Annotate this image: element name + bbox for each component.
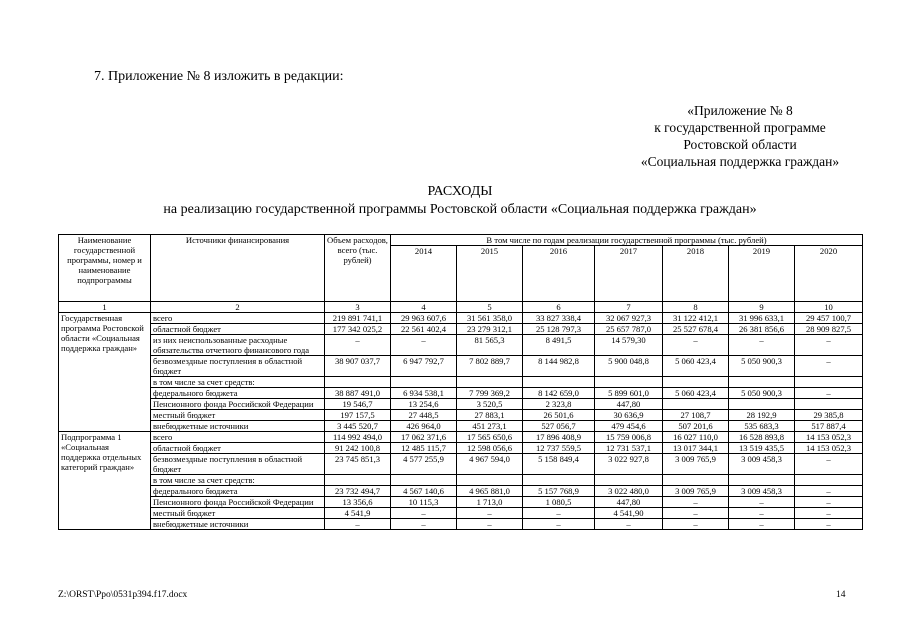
year-value (795, 377, 863, 388)
year-value (795, 399, 863, 410)
year-value: 31 122 412,1 (663, 313, 729, 324)
total-value: – (325, 335, 391, 356)
year-value: – (795, 388, 863, 399)
column-number: 10 (795, 302, 863, 313)
table-row (59, 410, 863, 421)
year-value: 31 561 358,0 (457, 313, 523, 324)
source-label: областной бюджет (151, 443, 325, 454)
appendix-heading (600, 102, 880, 170)
year-value: 4 967 594,0 (457, 454, 523, 475)
source-label: из них неиспользованные расходные обязательства отчетного финансового года (151, 335, 325, 356)
year-value: – (457, 508, 523, 519)
year-value: 2 323,8 (523, 399, 595, 410)
year-value: 1 713,0 (457, 497, 523, 508)
year-value: 16 528 893,8 (729, 432, 795, 443)
total-value: 4 541,9 (325, 508, 391, 519)
header-year: 2014 (391, 246, 457, 302)
year-value: 3 022 927,8 (595, 454, 663, 475)
year-value: 14 579,30 (595, 335, 663, 356)
table-row (59, 508, 863, 519)
year-value: 33 827 338,4 (523, 313, 595, 324)
source-label: Пенсионного фонда Российской Федерации (151, 497, 325, 508)
year-value: – (391, 335, 457, 356)
header-year: 2019 (729, 246, 795, 302)
table-row (59, 432, 863, 443)
column-number: 3 (325, 302, 391, 313)
year-value: – (523, 519, 595, 530)
table-row (59, 324, 863, 335)
year-value (729, 377, 795, 388)
year-value: 17 896 408,9 (523, 432, 595, 443)
table-row (59, 313, 863, 324)
year-value: 527 056,7 (523, 421, 595, 432)
year-value: 5 899 601,0 (595, 388, 663, 399)
year-value (729, 475, 795, 486)
table-row (59, 335, 863, 356)
total-value: 23 745 851,3 (325, 454, 391, 475)
source-label: всего (151, 432, 325, 443)
year-value: 26 501,6 (523, 410, 595, 421)
total-value: 38 887 491,0 (325, 388, 391, 399)
column-number: 4 (391, 302, 457, 313)
expenses-table (58, 234, 863, 530)
year-value: 8 144 982,8 (523, 356, 595, 377)
total-value (325, 475, 391, 486)
year-value: 8 491,5 (523, 335, 595, 356)
year-value: 25 128 797,3 (523, 324, 595, 335)
year-value (391, 475, 457, 486)
year-value: 4 577 255,9 (391, 454, 457, 475)
table-row (59, 388, 863, 399)
year-value: 12 485 115,7 (391, 443, 457, 454)
year-value: 451 273,1 (457, 421, 523, 432)
total-value: 91 242 100,8 (325, 443, 391, 454)
year-value: 13 017 344,1 (663, 443, 729, 454)
year-value: – (795, 486, 863, 497)
year-value: 479 454,6 (595, 421, 663, 432)
year-value: – (663, 508, 729, 519)
source-label: безвозмездные поступления в областной бюджет (151, 454, 325, 475)
year-value: – (795, 335, 863, 356)
column-number: 5 (457, 302, 523, 313)
table-row (59, 356, 863, 377)
source-label: местный бюджет (151, 508, 325, 519)
year-value: 4 541,90 (595, 508, 663, 519)
year-value: 3 022 480,0 (595, 486, 663, 497)
year-value: 507 201,6 (663, 421, 729, 432)
year-value: 5 158 849,4 (523, 454, 595, 475)
total-value: 197 157,5 (325, 410, 391, 421)
file-path: Z:\ORST\Ppo\0531p394.f17.docx (58, 590, 188, 600)
year-value: 30 636,9 (595, 410, 663, 421)
appendix-line: к государственной программе (654, 120, 826, 135)
year-value: – (391, 508, 457, 519)
year-value: 31 996 633,1 (729, 313, 795, 324)
total-value: 177 342 025,2 (325, 324, 391, 335)
year-value: 23 279 312,1 (457, 324, 523, 335)
year-value (457, 475, 523, 486)
year-value: 4 965 881,0 (457, 486, 523, 497)
year-value: – (795, 356, 863, 377)
year-value: – (729, 497, 795, 508)
year-value: 4 567 140,6 (391, 486, 457, 497)
year-value: – (663, 519, 729, 530)
year-value: – (729, 508, 795, 519)
table-row (59, 454, 863, 475)
document-subtitle: на реализацию государственной программы Ростовской области «Социальная поддержка граждан» (163, 202, 757, 217)
year-value: 5 060 423,4 (663, 356, 729, 377)
year-value: 3 009 765,9 (663, 486, 729, 497)
year-value: 14 153 052,3 (795, 443, 863, 454)
year-value: 7 802 889,7 (457, 356, 523, 377)
source-label: внебюджетные источники (151, 421, 325, 432)
year-value: – (795, 497, 863, 508)
year-value: 22 561 402,4 (391, 324, 457, 335)
year-value: 5 157 768,9 (523, 486, 595, 497)
year-value (457, 377, 523, 388)
table-row (59, 421, 863, 432)
source-label: всего (151, 313, 325, 324)
year-value: 29 457 100,7 (795, 313, 863, 324)
year-value: 16 027 110,0 (663, 432, 729, 443)
year-value: 535 683,3 (729, 421, 795, 432)
year-value: – (663, 497, 729, 508)
year-value: 28 192,9 (729, 410, 795, 421)
header-years-group: В том числе по годам реализации государственной программы (тыс. рублей) (391, 235, 863, 246)
year-value (595, 475, 663, 486)
year-value: 5 050 900,3 (729, 356, 795, 377)
header-year: 2018 (663, 246, 729, 302)
year-value: 25 527 678,4 (663, 324, 729, 335)
table-row (59, 377, 863, 388)
year-value: 81 565,3 (457, 335, 523, 356)
year-value: 27 448,5 (391, 410, 457, 421)
year-value (663, 377, 729, 388)
header-total: Объем расходов, всего (тыс. рублей) (325, 235, 391, 302)
year-value: 6 934 538,1 (391, 388, 457, 399)
total-value: 38 907 037,7 (325, 356, 391, 377)
total-value: 23 732 494,7 (325, 486, 391, 497)
header-year: 2015 (457, 246, 523, 302)
total-value: – (325, 519, 391, 530)
total-value: 19 546,7 (325, 399, 391, 410)
source-label: в том числе за счет средств: (151, 377, 325, 388)
year-value: 12 598 056,6 (457, 443, 523, 454)
column-number: 2 (151, 302, 325, 313)
table-row (59, 497, 863, 508)
year-value: 26 381 856,6 (729, 324, 795, 335)
header-source: Источники финансирования (151, 235, 325, 302)
source-label: в том числе за счет средств: (151, 475, 325, 486)
header-year: 2017 (595, 246, 663, 302)
year-value (523, 377, 595, 388)
source-label: местный бюджет (151, 410, 325, 421)
year-value: 25 657 787,0 (595, 324, 663, 335)
total-value (325, 377, 391, 388)
total-value: 3 445 520,7 (325, 421, 391, 432)
page-number: 14 (836, 590, 846, 600)
year-value: 5 060 423,4 (663, 388, 729, 399)
total-value: 219 891 741,1 (325, 313, 391, 324)
year-value: 17 565 650,6 (457, 432, 523, 443)
year-value: 447,80 (595, 399, 663, 410)
header-year: 2020 (795, 246, 863, 302)
year-value: 28 909 827,5 (795, 324, 863, 335)
source-label: внебюджетные источники (151, 519, 325, 530)
year-value: 1 080,5 (523, 497, 595, 508)
program-name: Подпрограмма 1 «Социальная поддержка отдельных категорий граждан» (59, 432, 151, 530)
table-row (59, 519, 863, 530)
year-value: 447,80 (595, 497, 663, 508)
year-value: – (729, 519, 795, 530)
year-value: – (457, 519, 523, 530)
total-value: 13 356,6 (325, 497, 391, 508)
appendix-line: Ростовской области (683, 137, 797, 152)
year-value: – (663, 335, 729, 356)
year-value: 13 519 435,5 (729, 443, 795, 454)
year-value: 17 062 371,6 (391, 432, 457, 443)
year-value: 27 883,1 (457, 410, 523, 421)
year-value: 12 737 559,5 (523, 443, 595, 454)
year-value (663, 399, 729, 410)
year-value: 5 900 048,8 (595, 356, 663, 377)
year-value: – (795, 454, 863, 475)
year-value (729, 399, 795, 410)
column-number: 9 (729, 302, 795, 313)
program-name: Государственная программа Ростовской области «Социальная поддержка граждан» (59, 313, 151, 432)
year-value: 27 108,7 (663, 410, 729, 421)
source-label: безвозмездные поступления в областной бюджет (151, 356, 325, 377)
year-value (523, 475, 595, 486)
year-value (595, 377, 663, 388)
year-value: – (795, 508, 863, 519)
year-value: 29 963 607,6 (391, 313, 457, 324)
source-label: федерального бюджета (151, 486, 325, 497)
year-value (663, 475, 729, 486)
year-value: 517 887,4 (795, 421, 863, 432)
year-value: 3 520,5 (457, 399, 523, 410)
year-value: 8 142 659,0 (523, 388, 595, 399)
total-value: 114 992 494,0 (325, 432, 391, 443)
document-title: РАСХОДЫ (427, 184, 493, 199)
appendix-line: «Приложение № 8 (687, 103, 793, 118)
year-value: 7 799 369,2 (457, 388, 523, 399)
year-value: 3 009 458,3 (729, 486, 795, 497)
table-row (59, 399, 863, 410)
appendix-line: «Социальная поддержка граждан» (640, 154, 840, 169)
year-value: 3 009 458,3 (729, 454, 795, 475)
year-value: 10 115,3 (391, 497, 457, 508)
amendment-paragraph: 7. Приложение № 8 изложить в редакции: (94, 69, 344, 84)
column-number: 1 (59, 302, 151, 313)
table-row (59, 475, 863, 486)
year-value: 29 385,8 (795, 410, 863, 421)
year-value: 13 254,6 (391, 399, 457, 410)
year-value: 32 067 927,3 (595, 313, 663, 324)
year-value: – (391, 519, 457, 530)
year-value: – (729, 335, 795, 356)
year-value: – (523, 508, 595, 519)
year-value: 5 050 900,3 (729, 388, 795, 399)
table-row (59, 486, 863, 497)
header-year: 2016 (523, 246, 595, 302)
year-value (795, 475, 863, 486)
year-value: 426 964,0 (391, 421, 457, 432)
source-label: федерального бюджета (151, 388, 325, 399)
column-number: 7 (595, 302, 663, 313)
year-value: 6 947 792,7 (391, 356, 457, 377)
year-value: 14 153 052,3 (795, 432, 863, 443)
source-label: Пенсионного фонда Российской Федерации (151, 399, 325, 410)
year-value: 3 009 765,9 (663, 454, 729, 475)
year-value: – (795, 519, 863, 530)
year-value: 15 759 006,8 (595, 432, 663, 443)
year-value: – (595, 519, 663, 530)
table-row (59, 443, 863, 454)
header-name: Наименование государственной программы, номер и наименование подпрограммы (59, 235, 151, 302)
column-number: 6 (523, 302, 595, 313)
year-value: 12 731 537,1 (595, 443, 663, 454)
source-label: областной бюджет (151, 324, 325, 335)
column-number: 8 (663, 302, 729, 313)
year-value (391, 377, 457, 388)
